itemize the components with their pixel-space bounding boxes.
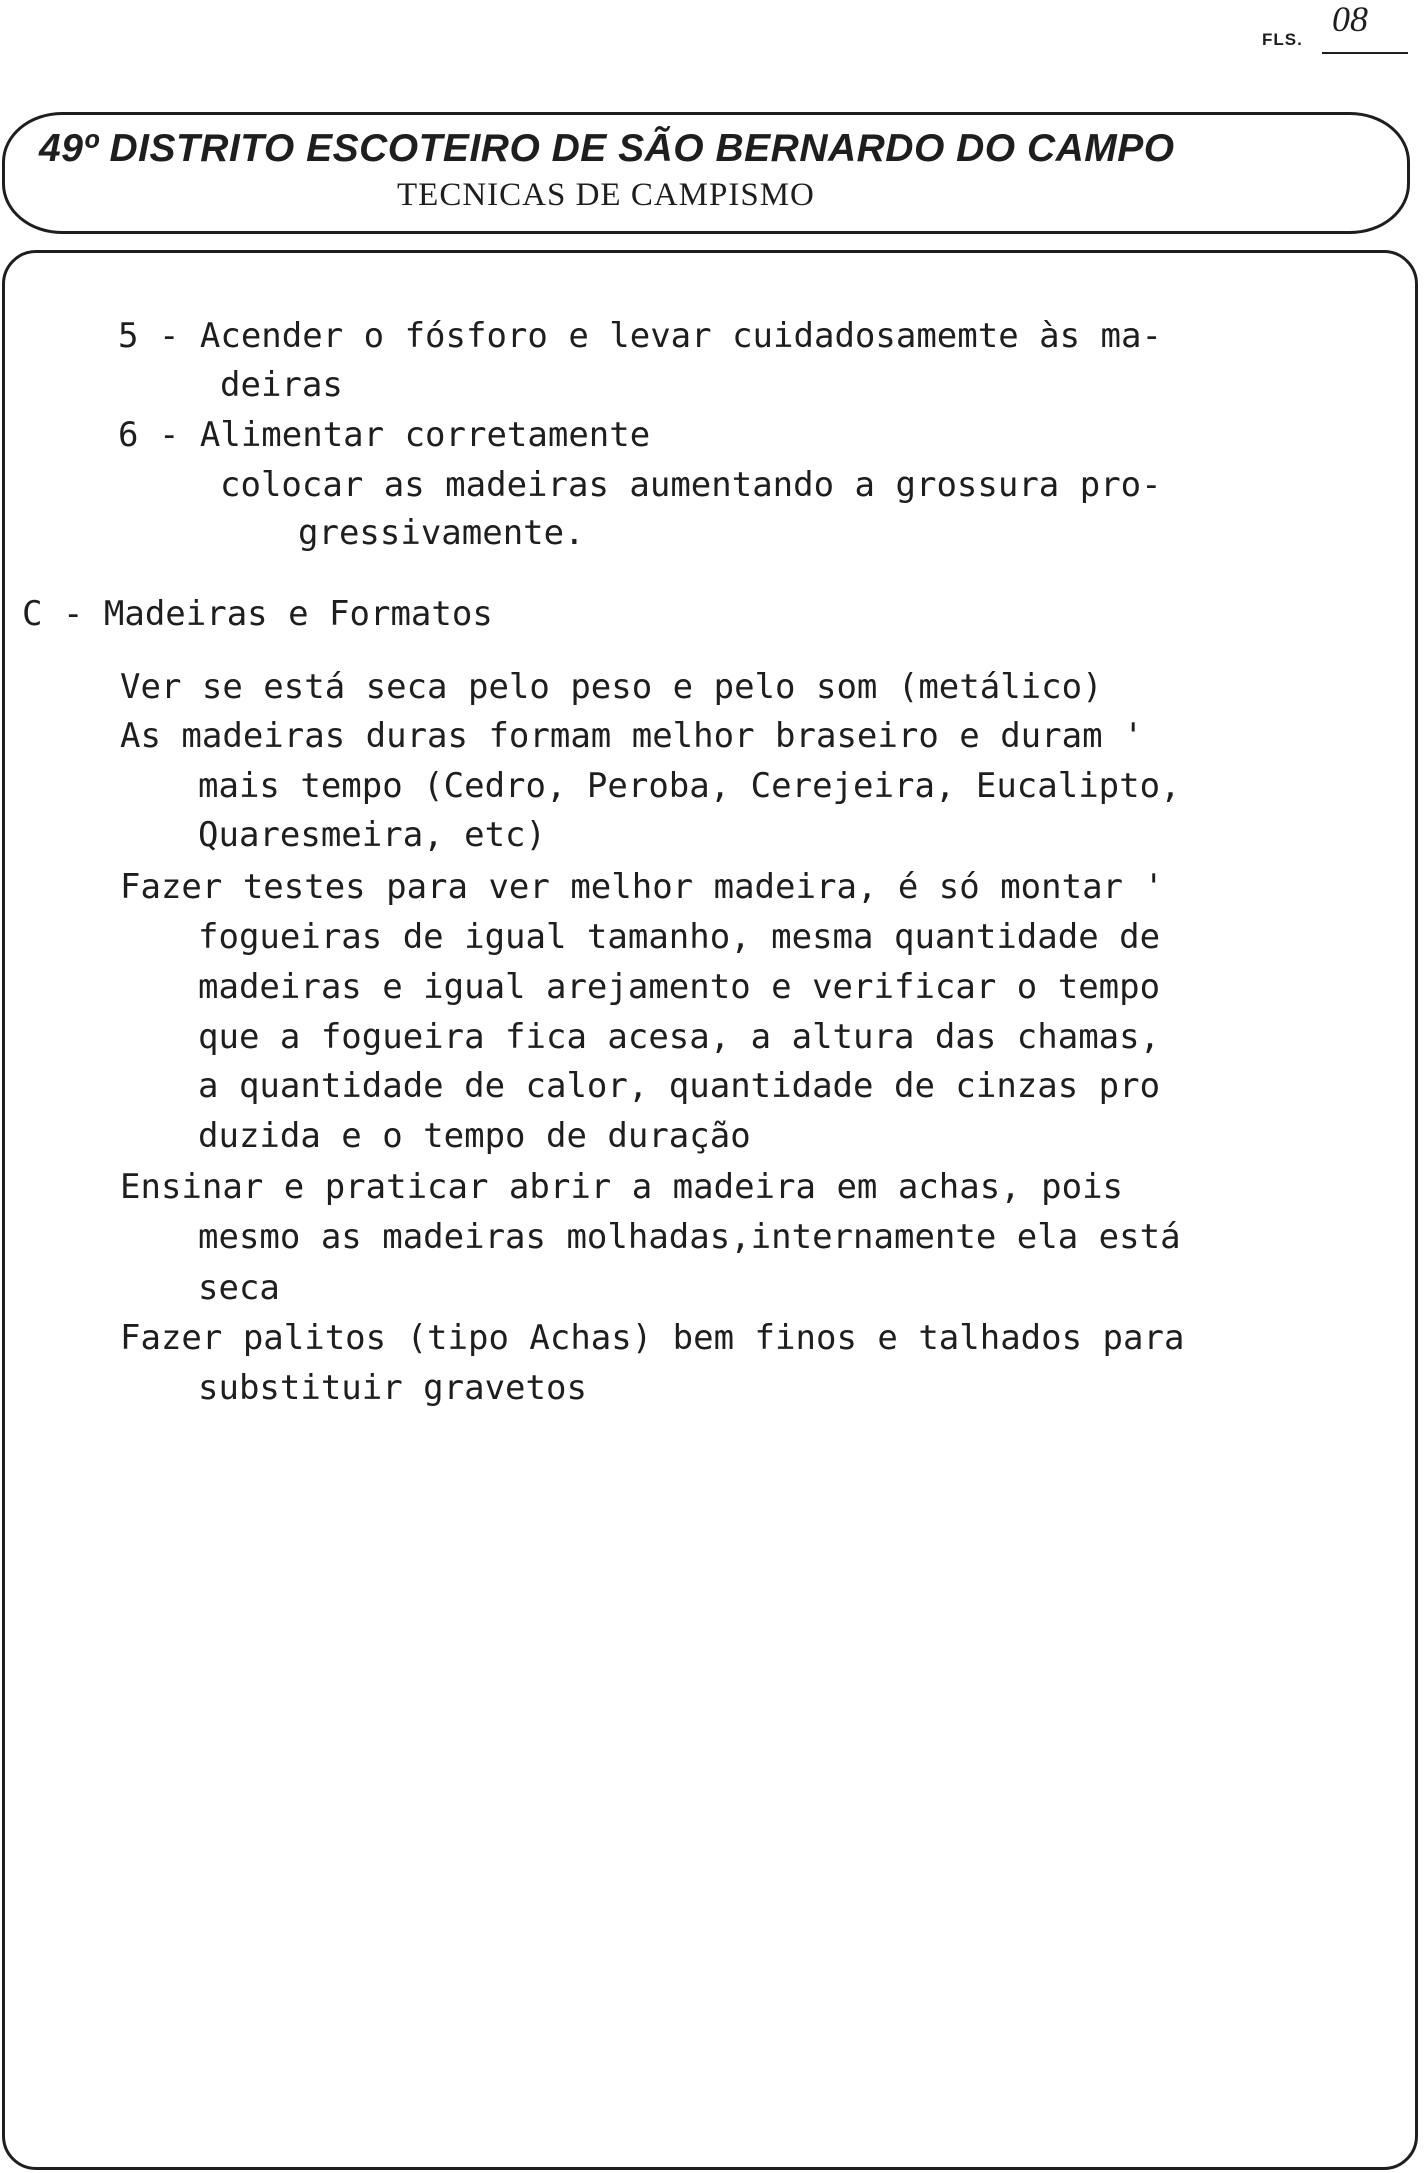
content-box (2, 250, 1418, 2170)
section-heading-c: C - Madeiras e Formatos (22, 594, 493, 634)
body-line: mesmo as madeiras molhadas,internamente ela está (198, 1217, 1181, 1257)
body-line: mais tempo (Cedro, Peroba, Cerejeira, Eucalipto, (198, 766, 1181, 806)
body-line: que a fogueira fica acesa, a altura das chamas, (198, 1017, 1161, 1057)
body-line: fogueiras de igual tamanho, mesma quantidade de (198, 917, 1161, 957)
body-line-step-6-detail: colocar as madeiras aumentando a grossura pro- (220, 465, 1162, 505)
body-line-step-5: 5 - Acender o fósforo e levar cuidadosamemte às ma- (118, 316, 1162, 356)
folio-number: 08 (1332, 0, 1368, 39)
body-line: a quantidade de calor, quantidade de cinzas pro (198, 1066, 1161, 1106)
body-line-step-5-cont: deiras (220, 365, 343, 405)
body-line: seca (198, 1268, 280, 1308)
body-line: Fazer palitos (tipo Achas) bem finos e talhados para (120, 1318, 1185, 1358)
header-title: 49º DISTRITO ESCOTEIRO DE SÃO BERNARDO DO CAMPO (39, 127, 1175, 170)
folio-underline (1322, 52, 1408, 54)
body-line: Quaresmeira, etc) (198, 815, 546, 855)
body-line: duzida e o tempo de duração (198, 1116, 751, 1156)
header-box (2, 112, 1410, 234)
body-line-step-6: 6 - Alimentar corretamente (118, 415, 651, 455)
folio-label: FLS. (1262, 30, 1303, 49)
body-line: substituir gravetos (198, 1368, 587, 1408)
body-line: Ver se está seca pelo peso e pelo som (metálico) (120, 667, 1103, 707)
body-line: madeiras e igual arejamento e verificar o tempo (198, 967, 1161, 1007)
body-line: Ensinar e praticar abrir a madeira em achas, pois (120, 1167, 1124, 1207)
body-line: As madeiras duras formam melhor braseiro e duram ' (120, 716, 1144, 756)
header-subtitle: TECNICAS DE CAMPISMO (397, 177, 815, 213)
folio-stamp (1262, 0, 1412, 60)
body-line: Fazer testes para ver melhor madeira, é só montar ' (120, 867, 1164, 907)
body-line-step-6-detail-cont: gressivamente. (298, 513, 585, 553)
